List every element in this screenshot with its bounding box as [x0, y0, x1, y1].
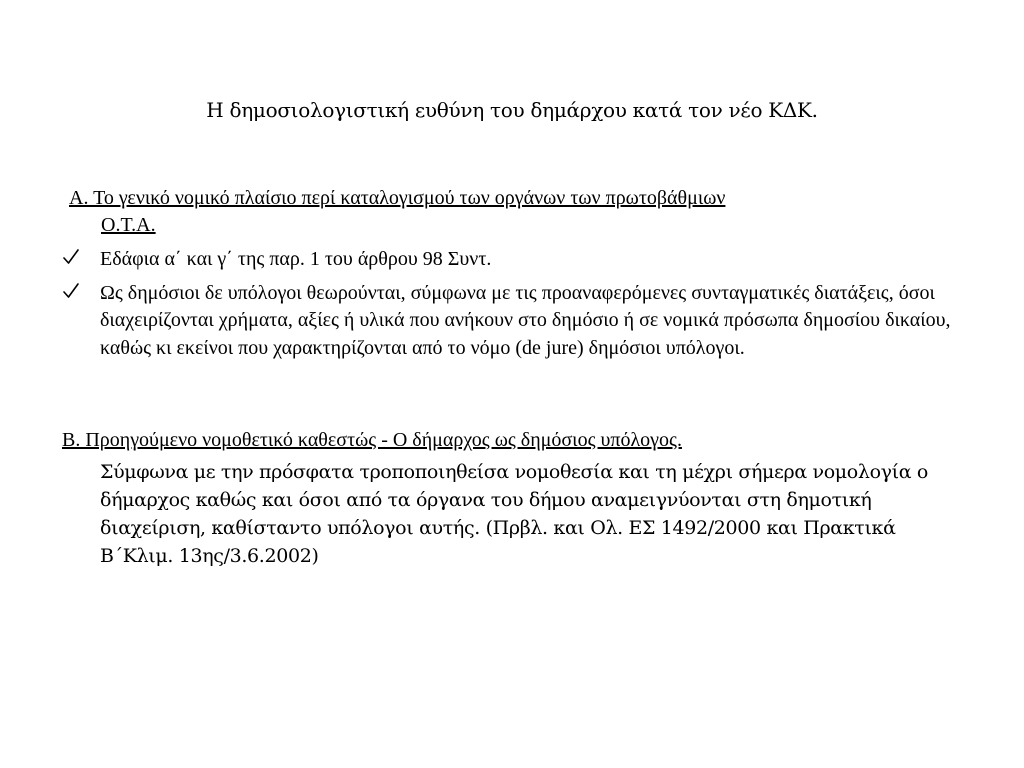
bullet-text-2: Ως δημόσιοι δε υπόλογοι θεωρούνται, σύμφωνα με τις προαναφερόμενες συνταγματικές διατάξεις, όσοι διαχειρίζονται χρήματα, αξίες ή υλικά που ανήκουν στο δημόσιο ή σε νομικά πρόσωπα δημοσίου δικαίου, καθώς κι εκείνοι που χαρακτηρίζονται από το νόμο (de jure) δημόσιοι υπόλογοι.: [100, 281, 951, 359]
section-a: [66, 185, 946, 239]
check-mark-icon: [62, 280, 80, 302]
section-b-body: Σύμφωνα με την πρόσφατα τροποποιηθείσα νομοθεσία και τη μέχρι σήμερα νομολογία ο δήμαρχος καθώς και όσοι από τα όργανα του δήμου αναμειγνύονται στη δημοτική διαχείριση, καθίσταντο υπόλογοι αυτής. (Πρβλ. και Ολ. ΕΣ 1492/2000 και Πρακτικά Β΄Κλιμ. 13ης/3.6.2002): [100, 461, 929, 567]
slide-title: Η δημοσιολογιστική ευθύνη του δημάρχου κατά τον νέο ΚΔΚ.: [206, 98, 818, 122]
section-b-heading: Β. Προηγούμενο νομοθετικό καθεστώς - Ο δήμαρχος ως δημόσιος υπόλογος.: [62, 429, 682, 451]
check-mark-icon: [62, 246, 80, 268]
section-a-bullet-list: [62, 246, 962, 368]
section-a-heading-line1: Α. Το γενικό νομικό πλαίσιο περί καταλογισμού των οργάνων των πρωτοβάθμιων: [69, 187, 726, 209]
bullet-text-1: Εδάφια α΄ και γ΄ της παρ. 1 του άρθρου 98 Συντ.: [100, 248, 492, 270]
bullet-item-2: [62, 280, 962, 363]
bullet-item-1: [62, 246, 962, 274]
section-a-heading-line2: Ο.Τ.Α.: [101, 214, 156, 236]
section-a-heading: [66, 185, 946, 239]
